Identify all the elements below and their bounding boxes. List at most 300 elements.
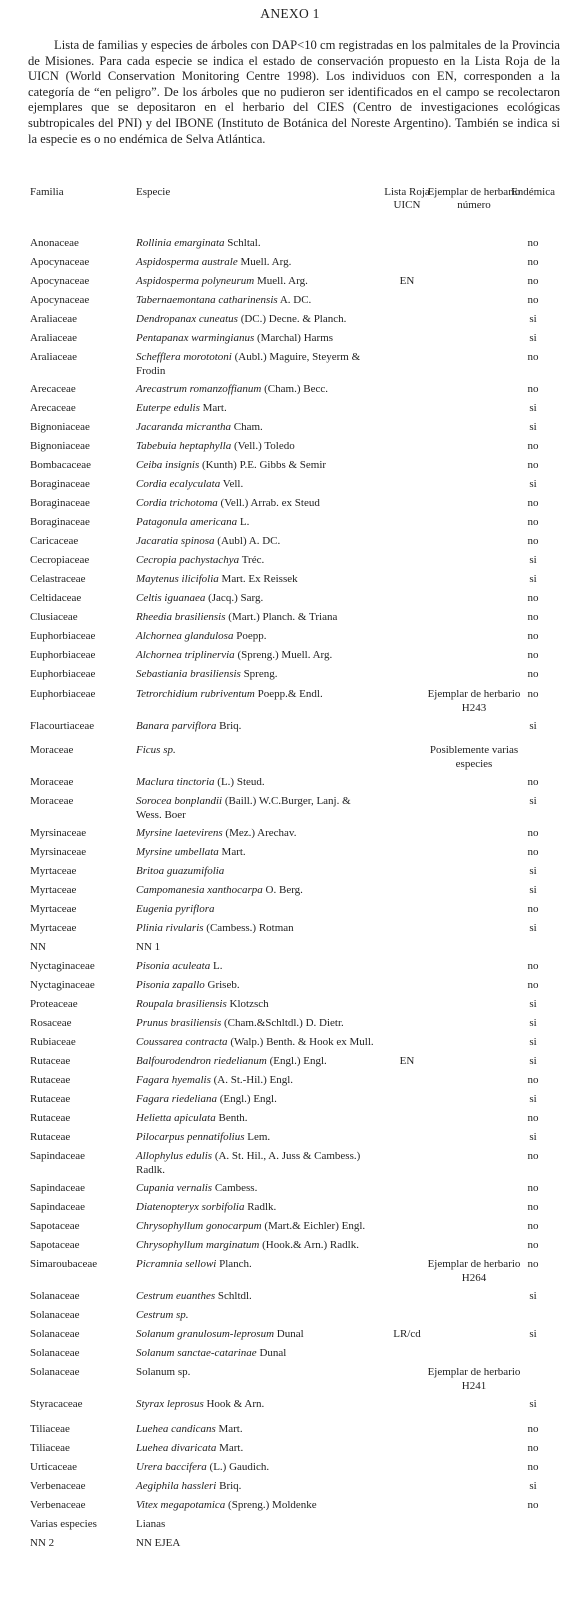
- species-authority: A. DC.: [277, 294, 312, 306]
- familia-cell: Rutaceae: [30, 1055, 71, 1067]
- species-name: Britoa guazumifolia: [136, 865, 225, 877]
- species-name: Cupania vernalis: [136, 1182, 213, 1194]
- especie-cell: [136, 535, 376, 549]
- species-authority: (Mart.& Eichler) Engl.: [261, 1220, 366, 1232]
- endemica-cell: no: [527, 1201, 539, 1213]
- species-authority: (Engl.) Engl.: [266, 1055, 327, 1067]
- species-authority: NN 1: [136, 941, 161, 953]
- intro-paragraph: Lista de familias y especies de árboles con DAP<10 cm registradas en los palmitales de la Provincia de Misiones. Para cada especie se indica el estado de conservación propuesto en la Lista Roja de la UICN (World Conservation Monitoring Centre 1998). Los individuos con EN, corresponden a la categoría de “en peligro”. De los árboles que no pudieron ser identificados en el campo se recolectaron ejemplares que se depositaron en el herbario del CIES (Centro de investigaciones ecológicas subtropicales del PNI) y del IBONE (Instituto de Botánica del Noreste Argentino). También se indica si la especie es o no endémica de Selva Atlántica.: [28, 38, 560, 146]
- familia-cell: NN: [30, 941, 46, 953]
- species-name: Aegiphila hassleri: [136, 1480, 217, 1492]
- species-name: Chrysophyllum marginatum: [136, 1239, 260, 1251]
- familia-cell: Solanaceae: [30, 1347, 80, 1359]
- species-name: Campomanesia xanthocarpa: [136, 884, 263, 896]
- especie-cell: [136, 516, 376, 530]
- familia-cell: Rutaceae: [30, 1074, 71, 1086]
- endemica-cell: no: [527, 960, 539, 972]
- species-name: Ficus sp.: [136, 744, 176, 756]
- herbario-cell: Ejemplar de herbario H264: [427, 1258, 521, 1284]
- endemica-cell: no: [527, 256, 539, 268]
- endemica-cell: si: [529, 313, 537, 325]
- species-name: Tabebuia heptaphylla: [136, 440, 232, 452]
- species-authority: Poepp.& Endl.: [254, 688, 323, 700]
- endemica-cell: si: [529, 421, 537, 433]
- especie-cell: [136, 922, 376, 936]
- endemica-cell: no: [527, 611, 539, 623]
- especie-cell: [136, 795, 376, 822]
- familia-cell: Verbenaceae: [30, 1499, 86, 1511]
- especie-cell: [136, 1017, 376, 1031]
- familia-cell: Euphorbiaceae: [30, 688, 96, 700]
- lista-roja-cell: EN: [399, 275, 415, 287]
- familia-cell: Myrsinaceae: [30, 846, 87, 858]
- especie-cell: [136, 960, 376, 974]
- species-authority: (Walp.) Benth. & Hook ex Mull.: [227, 1036, 374, 1048]
- especie-cell: [136, 1055, 376, 1069]
- species-name: Allophylus edulis: [136, 1150, 213, 1162]
- species-name: Jacaratia spinosa: [136, 535, 215, 547]
- species-name: Fagara riedeliana: [136, 1093, 217, 1105]
- familia-cell: Sapindaceae: [30, 1182, 85, 1194]
- endemica-cell: no: [527, 649, 539, 661]
- endemica-cell: si: [529, 1398, 537, 1410]
- endemica-cell: si: [529, 332, 537, 344]
- familia-cell: Myrtaceae: [30, 903, 77, 915]
- especie-cell: [136, 1328, 376, 1342]
- especie-cell: [136, 1290, 376, 1304]
- species-authority: Mart.: [199, 402, 227, 414]
- especie-cell: [136, 256, 376, 270]
- endemica-cell: si: [529, 1290, 537, 1302]
- familia-cell: Tiliaceae: [30, 1442, 70, 1454]
- species-authority: (DC.) Decne. & Planch.: [237, 313, 347, 325]
- especie-cell: [136, 668, 376, 682]
- species-authority: (Hook.& Arn.) Radlk.: [259, 1239, 359, 1251]
- species-authority: Schltal.: [224, 237, 261, 249]
- species-authority: Radlk.: [244, 1201, 277, 1213]
- header-endemica: Endémica: [511, 186, 555, 198]
- familia-cell: Styracaceae: [30, 1398, 83, 1410]
- especie-cell: [136, 383, 376, 397]
- endemica-cell: no: [527, 1112, 539, 1124]
- especie-cell: [136, 351, 376, 378]
- especie-cell: [136, 294, 376, 308]
- species-authority: (Cham.&Schltdl.) D. Dietr.: [221, 1017, 344, 1029]
- species-authority: Mart.: [218, 846, 246, 858]
- endemica-cell: no: [527, 630, 539, 642]
- species-name: Prunus brasiliensis: [136, 1017, 222, 1029]
- especie-cell: [136, 1131, 376, 1145]
- endemica-cell: no: [527, 1220, 539, 1232]
- especie-cell: [136, 1347, 376, 1361]
- species-name: Schefflera morototoni: [136, 351, 232, 363]
- species-name: Banara parviflora: [136, 720, 217, 732]
- species-name: Eugenia pyriflora: [136, 903, 215, 915]
- species-authority: L.: [210, 960, 223, 972]
- species-authority: (Cambess.) Rotman: [203, 922, 294, 934]
- herbario-cell: Ejemplar de herbario H241: [427, 1366, 521, 1392]
- species-name: Pilocarpus pennatifolius: [136, 1131, 245, 1143]
- endemica-cell: si: [529, 1093, 537, 1105]
- species-name: Sorocea bonplandii: [136, 795, 223, 807]
- endemica-cell: no: [527, 275, 539, 287]
- especie-cell: [136, 1480, 376, 1494]
- species-authority: (Vell.) Toledo: [231, 440, 295, 452]
- especie-cell: [136, 1398, 376, 1412]
- species-name: Luehea divaricata: [136, 1442, 217, 1454]
- familia-cell: Solanaceae: [30, 1309, 80, 1321]
- species-authority: Muell. Arg.: [254, 275, 308, 287]
- endemica-cell: no: [527, 383, 539, 395]
- species-authority: Benth.: [215, 1112, 248, 1124]
- familia-cell: Moraceae: [30, 744, 74, 756]
- species-authority: Briq.: [216, 720, 242, 732]
- familia-cell: Sapindaceae: [30, 1150, 85, 1162]
- header-especie: Especie: [136, 186, 171, 198]
- species-name: Chrysophyllum gonocarpum: [136, 1220, 262, 1232]
- endemica-cell: no: [527, 688, 539, 700]
- species-authority: (L.) Gaudich.: [206, 1461, 270, 1473]
- species-authority: (Cham.) Becc.: [261, 383, 328, 395]
- endemica-cell: no: [527, 979, 539, 991]
- especie-cell: [136, 998, 376, 1012]
- endemica-cell: no: [527, 1258, 539, 1270]
- endemica-cell: no: [527, 592, 539, 604]
- familia-cell: Araliaceae: [30, 351, 78, 363]
- especie-cell: [136, 688, 376, 702]
- header-ejemplar-herbario: Ejemplar de herbario número: [427, 186, 521, 211]
- species-name: Balfourodendron riedelianum: [136, 1055, 267, 1067]
- especie-cell: [136, 313, 376, 327]
- especie-cell: [136, 1423, 376, 1437]
- especie-cell: [136, 884, 376, 898]
- familia-cell: Boraginaceae: [30, 478, 90, 490]
- especie-cell: [136, 1201, 376, 1215]
- species-name: Alchornea glandulosa: [136, 630, 234, 642]
- especie-cell: [136, 554, 376, 568]
- species-name: Helietta apiculata: [136, 1112, 216, 1124]
- especie-cell: [136, 592, 376, 606]
- familia-cell: Simaroubaceae: [30, 1258, 98, 1270]
- species-name: Pisonia aculeata: [136, 960, 211, 972]
- especie-cell: [136, 941, 376, 955]
- familia-cell: Myrtaceae: [30, 865, 77, 877]
- familia-cell: Boraginaceae: [30, 516, 90, 528]
- especie-cell: [136, 846, 376, 860]
- species-authority: (Mez.) Arechav.: [222, 827, 297, 839]
- species-name: Alchornea triplinervia: [136, 649, 235, 661]
- endemica-cell: si: [529, 1017, 537, 1029]
- species-name: Roupala brasiliensis: [136, 998, 227, 1010]
- species-name: Picramnia sellowi: [136, 1258, 217, 1270]
- species-name: Sebastiania brasiliensis: [136, 668, 241, 680]
- familia-cell: Rutaceae: [30, 1093, 71, 1105]
- species-name: Myrsine laetevirens: [136, 827, 223, 839]
- species-authority: (Kunth) P.E. Gibbs & Semir: [199, 459, 327, 471]
- endemica-cell: no: [527, 903, 539, 915]
- species-name: Cestrum sp.: [136, 1309, 189, 1321]
- familia-cell: Euphorbiaceae: [30, 668, 96, 680]
- species-authority: Poepp.: [233, 630, 267, 642]
- species-name: Patagonula americana: [136, 516, 238, 528]
- species-name: Coussarea contracta: [136, 1036, 228, 1048]
- familia-cell: Celastraceae: [30, 573, 86, 585]
- especie-cell: [136, 744, 376, 758]
- endemica-cell: no: [527, 440, 539, 452]
- especie-cell: [136, 332, 376, 346]
- species-authority: Griseb.: [204, 979, 240, 991]
- species-name: Aspidosperma polyneurum: [136, 275, 255, 287]
- especie-cell: [136, 1499, 376, 1513]
- familia-cell: Sapindaceae: [30, 1201, 85, 1213]
- species-authority: Cambess.: [212, 1182, 258, 1194]
- species-name: Urera baccifera: [136, 1461, 207, 1473]
- species-authority: L.: [237, 516, 250, 528]
- especie-cell: [136, 827, 376, 841]
- familia-cell: Cecropiaceae: [30, 554, 90, 566]
- familia-cell: Tiliaceae: [30, 1423, 70, 1435]
- familia-cell: Araliaceae: [30, 332, 78, 344]
- species-authority: (Spreng.) Muell. Arg.: [234, 649, 333, 661]
- especie-cell: [136, 649, 376, 663]
- species-name: Luehea candicans: [136, 1423, 216, 1435]
- familia-cell: Myrtaceae: [30, 884, 77, 896]
- familia-cell: Sapotaceae: [30, 1220, 80, 1232]
- familia-cell: Euphorbiaceae: [30, 649, 96, 661]
- familia-cell: Solanaceae: [30, 1290, 80, 1302]
- species-authority: (Spreng.) Moldenke: [225, 1499, 317, 1511]
- species-authority: Dunal: [256, 1347, 287, 1359]
- familia-cell: Anonaceae: [30, 237, 79, 249]
- species-authority: (Mart.) Planch. & Triana: [225, 611, 338, 623]
- familia-cell: Flacourtiaceae: [30, 720, 95, 732]
- especie-cell: [136, 421, 376, 435]
- endemica-cell: no: [527, 459, 539, 471]
- endemica-cell: no: [527, 1442, 539, 1454]
- species-authority: Klotzsch: [226, 998, 269, 1010]
- species-name: Ceiba insignis: [136, 459, 200, 471]
- endemica-cell: si: [529, 573, 537, 585]
- species-authority: Tréc.: [239, 554, 265, 566]
- header-lista-roja: Lista Roja UICN: [384, 186, 430, 211]
- species-name: Cestrum euanthes: [136, 1290, 216, 1302]
- endemica-cell: no: [527, 846, 539, 858]
- species-name: Rollinia emarginata: [136, 237, 225, 249]
- species-name: Rheedia brasiliensis: [136, 611, 226, 623]
- lista-roja-cell: LR/cd: [393, 1328, 421, 1340]
- familia-cell: Clusiaceae: [30, 611, 78, 623]
- endemica-cell: si: [529, 720, 537, 732]
- familia-cell: Bignoniaceae: [30, 421, 90, 433]
- species-name: Vitex megapotamica: [136, 1499, 226, 1511]
- especie-cell: [136, 1518, 376, 1532]
- endemica-cell: no: [527, 1423, 539, 1435]
- endemica-cell: si: [529, 884, 537, 896]
- species-name: Cecropia pachystachya: [136, 554, 240, 566]
- species-name: Aspidosperma australe: [136, 256, 238, 268]
- endemica-cell: no: [527, 237, 539, 249]
- endemica-cell: si: [529, 554, 537, 566]
- familia-cell: Urticaceae: [30, 1461, 78, 1473]
- endemica-cell: si: [529, 1480, 537, 1492]
- species-authority: Hook & Arn.: [203, 1398, 265, 1410]
- familia-cell: Myrtaceae: [30, 922, 77, 934]
- especie-cell: [136, 237, 376, 251]
- endemica-cell: no: [527, 1499, 539, 1511]
- familia-cell: Bignoniaceae: [30, 440, 90, 452]
- endemica-cell: si: [529, 1328, 537, 1340]
- familia-cell: Arecaceae: [30, 383, 76, 395]
- familia-cell: Varias especies: [30, 1518, 97, 1530]
- familia-cell: Caricaceae: [30, 535, 79, 547]
- species-authority: Mart.: [216, 1442, 244, 1454]
- especie-cell: [136, 440, 376, 454]
- species-name: Dendropanax cuneatus: [136, 313, 238, 325]
- familia-cell: Boraginaceae: [30, 497, 90, 509]
- species-authority: Mart.: [215, 1423, 243, 1435]
- especie-cell: [136, 1258, 376, 1272]
- especie-cell: [136, 1182, 376, 1196]
- especie-cell: [136, 630, 376, 644]
- especie-cell: [136, 776, 376, 790]
- familia-cell: Solanaceae: [30, 1366, 80, 1378]
- species-name: Tetrorchidium rubriventum: [136, 688, 255, 700]
- familia-cell: Rubiaceae: [30, 1036, 76, 1048]
- species-authority: O. Berg.: [262, 884, 303, 896]
- species-authority: Schltdl.: [215, 1290, 252, 1302]
- species-name: Fagara hyemalis: [136, 1074, 211, 1086]
- species-authority: (Marchal) Harms: [254, 332, 334, 344]
- species-name: Cordia trichotoma: [136, 497, 218, 509]
- annex-title: ANEXO 1: [260, 6, 320, 21]
- species-authority: Muell. Arg.: [237, 256, 292, 268]
- familia-cell: Sapotaceae: [30, 1239, 80, 1251]
- endemica-cell: no: [527, 1150, 539, 1162]
- species-name: Celtis iguanaea: [136, 592, 206, 604]
- familia-cell: Celtidaceae: [30, 592, 82, 604]
- especie-cell: [136, 573, 376, 587]
- endemica-cell: no: [527, 497, 539, 509]
- especie-cell: [136, 478, 376, 492]
- species-authority: Solanum sp.: [136, 1366, 191, 1378]
- endemica-cell: si: [529, 922, 537, 934]
- familia-cell: Moraceae: [30, 776, 74, 788]
- familia-cell: Nyctaginaceae: [30, 960, 95, 972]
- familia-cell: Moraceae: [30, 795, 74, 807]
- familia-cell: Rosaceae: [30, 1017, 72, 1029]
- species-authority: (Aubl) A. DC.: [214, 535, 281, 547]
- herbario-cell: Ejemplar de herbario H243: [427, 688, 521, 714]
- endemica-cell: no: [527, 776, 539, 788]
- especie-cell: [136, 611, 376, 625]
- familia-cell: Solanaceae: [30, 1328, 80, 1340]
- species-authority: Cham.: [231, 421, 263, 433]
- species-authority: (A. St. Hil., A. Juss & Cambess.) Radlk.: [136, 1150, 361, 1176]
- header-familia: Familia: [30, 186, 64, 198]
- endemica-cell: no: [527, 351, 539, 363]
- especie-cell: [136, 402, 376, 416]
- species-authority: (Vell.) Arrab. ex Steud: [217, 497, 320, 509]
- endemica-cell: no: [527, 535, 539, 547]
- species-authority: (Aubl.) Maguire, Steyerm & Frodin: [136, 351, 361, 377]
- especie-cell: [136, 865, 376, 879]
- familia-cell: Apocynaceae: [30, 275, 90, 287]
- species-name: Pentapanax warmingianus: [136, 332, 255, 344]
- especie-cell: [136, 1239, 376, 1253]
- endemica-cell: si: [529, 998, 537, 1010]
- species-name: Maytenus ilicifolia: [136, 573, 219, 585]
- species-name: Jacaranda micrantha: [136, 421, 232, 433]
- species-authority: Briq.: [216, 1480, 242, 1492]
- endemica-cell: si: [529, 1131, 537, 1143]
- species-name: Tabernaemontana catharinensis: [136, 294, 278, 306]
- endemica-cell: si: [529, 478, 537, 490]
- especie-cell: [136, 1309, 376, 1323]
- endemica-cell: si: [529, 865, 537, 877]
- familia-cell: NN 2: [30, 1537, 55, 1549]
- species-authority: Dunal: [274, 1328, 304, 1340]
- especie-cell: [136, 275, 376, 289]
- species-authority: Planch.: [216, 1258, 252, 1270]
- endemica-cell: no: [527, 516, 539, 528]
- familia-cell: Rutaceae: [30, 1131, 71, 1143]
- especie-cell: [136, 1366, 376, 1380]
- species-name: Euterpe edulis: [136, 402, 200, 414]
- species-authority: Lianas: [136, 1518, 166, 1530]
- species-name: Diatenopteryx sorbifolia: [136, 1201, 245, 1213]
- endemica-cell: no: [527, 1074, 539, 1086]
- species-authority: NN EJEA: [136, 1537, 181, 1549]
- familia-cell: Apocynaceae: [30, 294, 90, 306]
- species-authority: Mart. Ex Reissek: [218, 573, 298, 585]
- especie-cell: [136, 459, 376, 473]
- especie-cell: [136, 1093, 376, 1107]
- species-authority: (A. St.-Hil.) Engl.: [210, 1074, 294, 1086]
- species-name: Styrax leprosus: [136, 1398, 204, 1410]
- familia-cell: Myrsinaceae: [30, 827, 87, 839]
- species-authority: (Engl.) Engl.: [216, 1093, 277, 1105]
- endemica-cell: no: [527, 668, 539, 680]
- endemica-cell: si: [529, 1036, 537, 1048]
- endemica-cell: no: [527, 827, 539, 839]
- species-authority: Vell.: [220, 478, 244, 490]
- endemica-cell: si: [529, 1055, 537, 1067]
- herbario-cell: Posiblemente varias especies: [429, 744, 519, 770]
- species-name: Pisonia zapallo: [136, 979, 205, 991]
- familia-cell: Rutaceae: [30, 1112, 71, 1124]
- species-authority: Lem.: [244, 1131, 271, 1143]
- endemica-cell: no: [527, 1182, 539, 1194]
- familia-cell: Araliaceae: [30, 313, 78, 325]
- species-name: Myrsine umbellata: [136, 846, 219, 858]
- especie-cell: [136, 497, 376, 511]
- especie-cell: [136, 903, 376, 917]
- especie-cell: [136, 1461, 376, 1475]
- familia-cell: Bombacaceae: [30, 459, 92, 471]
- especie-cell: [136, 720, 376, 734]
- endemica-cell: no: [527, 1461, 539, 1473]
- endemica-cell: no: [527, 1239, 539, 1251]
- species-name: Cordia ecalyculata: [136, 478, 221, 490]
- lista-roja-cell: EN: [399, 1055, 415, 1067]
- familia-cell: Nyctaginaceae: [30, 979, 95, 991]
- species-name: Solanum sanctae-catarinae: [136, 1347, 257, 1359]
- familia-cell: Euphorbiaceae: [30, 630, 96, 642]
- especie-cell: [136, 1537, 376, 1551]
- especie-cell: [136, 1150, 376, 1177]
- familia-cell: Arecaceae: [30, 402, 76, 414]
- especie-cell: [136, 1036, 376, 1050]
